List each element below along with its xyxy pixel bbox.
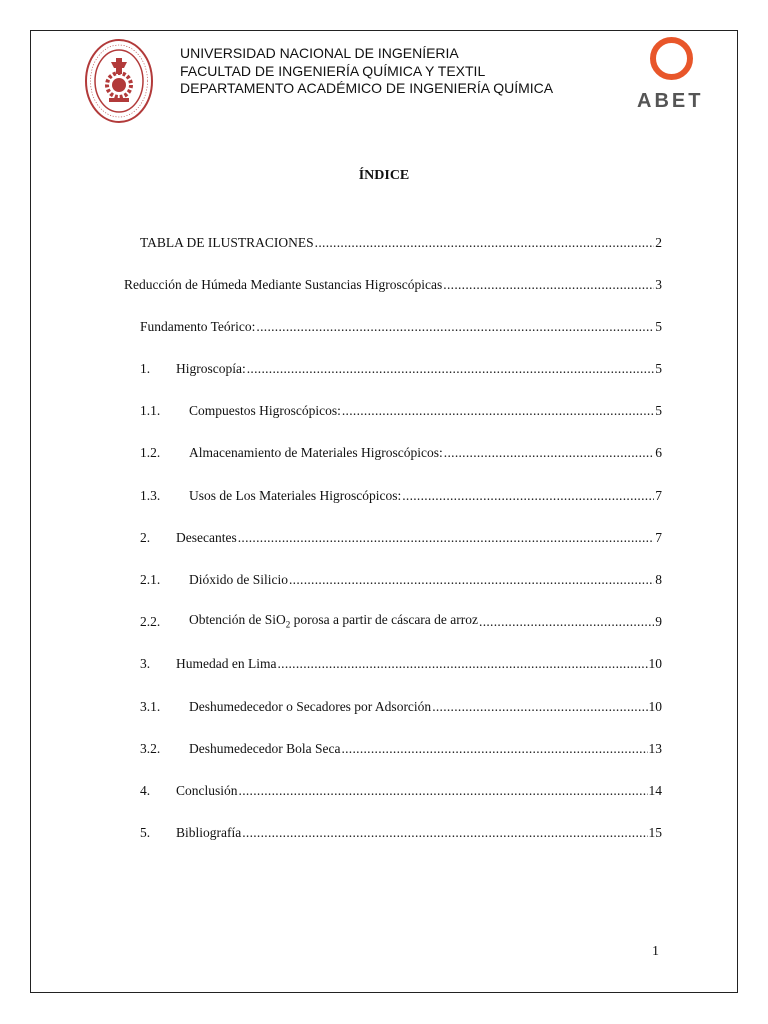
toc-entry[interactable] xyxy=(140,570,662,588)
toc-entry[interactable] xyxy=(140,486,662,504)
toc-entry-label: Dióxido de Silicio xyxy=(189,572,288,587)
toc-entry-leader-dots xyxy=(277,656,647,672)
toc-entry[interactable] xyxy=(140,443,662,461)
toc-entry-number: 3.2. xyxy=(140,741,161,756)
toc-entry-label: Higroscopía: xyxy=(176,361,246,376)
page-number: 1 xyxy=(652,944,659,959)
toc-entry-page: 10 xyxy=(648,656,662,671)
abet-ring-icon xyxy=(650,37,693,80)
toc-entry-leader-dots xyxy=(443,277,654,293)
toc-entry-number: 1.2. xyxy=(140,445,161,460)
toc-entry-leader-dots xyxy=(432,699,647,715)
university-name: UNIVERSIDAD NACIONAL DE INGENÍERIA xyxy=(180,45,459,61)
toc-entry-label: Compuestos Higroscópicos: xyxy=(189,403,341,418)
toc-entry-label-subscript: 2 xyxy=(285,620,291,630)
toc-entry-leader-dots xyxy=(402,488,654,504)
toc-entry-number: 2. xyxy=(140,530,151,545)
toc-entry-leader-dots xyxy=(315,235,655,251)
toc-entry-page: 15 xyxy=(648,825,662,840)
toc-entry-page: 5 xyxy=(655,319,662,334)
toc-entry-leader-dots xyxy=(341,741,647,757)
toc-entry-label: Fundamento Teórico: xyxy=(140,319,256,334)
faculty-name: FACULTAD DE INGENIERÍA QUÍMICA Y TEXTIL xyxy=(180,62,486,79)
toc-entry-leader-dots xyxy=(256,319,654,335)
toc-entry-number: 3. xyxy=(140,656,151,671)
toc-entry-number: 2.2. xyxy=(140,614,161,629)
toc-entry-page: 5 xyxy=(655,403,662,418)
toc-entry[interactable] xyxy=(140,401,662,419)
toc-entry-label: Humedad en Lima xyxy=(176,656,277,671)
page-title: ÍNDICE xyxy=(358,168,410,183)
toc-entry-page: 5 xyxy=(655,361,662,376)
toc-entry-leader-dots xyxy=(342,403,654,419)
toc-entry-number: 4. xyxy=(140,783,151,798)
toc-entry-leader-dots xyxy=(247,361,655,377)
toc-entry-leader-dots xyxy=(444,445,654,461)
toc-entry[interactable] xyxy=(140,233,662,251)
toc-entry-label: Desecantes xyxy=(176,530,237,545)
toc-entry-page: 10 xyxy=(648,699,662,714)
toc-entry-label: Reducción de Húmeda Mediante Sustancias Higroscópicas xyxy=(124,277,443,292)
toc-entry-page: 9 xyxy=(655,614,662,629)
toc-entry-label: Almacenamiento de Materiales Higroscópicos: xyxy=(189,445,443,460)
toc-entry-label: TABLA DE ILUSTRACIONES xyxy=(140,235,314,250)
toc-entry-page: 2 xyxy=(655,235,662,250)
toc-entry-label: Usos de Los Materiales Higroscópicos: xyxy=(189,488,402,503)
toc-entry-label-part: porosa a partir de cáscara de arroz xyxy=(290,612,479,628)
institution-header xyxy=(180,45,553,98)
toc-entry-number: 1. xyxy=(140,361,151,376)
toc-entry[interactable] xyxy=(140,781,662,799)
toc-entry-leader-dots xyxy=(242,825,647,841)
toc-entry[interactable] xyxy=(140,697,662,715)
university-seal-logo xyxy=(84,38,154,124)
toc-entry-page: 3 xyxy=(655,277,662,292)
toc-entry-number: 5. xyxy=(140,825,151,840)
toc-entry[interactable] xyxy=(140,739,662,757)
toc-entry-page: 8 xyxy=(655,572,662,587)
toc-entry-number: 2.1. xyxy=(140,572,161,587)
toc-entry-leader-dots xyxy=(239,783,648,799)
toc-entry-number: 1.1. xyxy=(140,403,161,418)
toc-entry[interactable] xyxy=(140,359,662,377)
toc-entry-label: Deshumedecedor o Secadores por Adsorción xyxy=(189,699,432,714)
toc-entry-label: Conclusión xyxy=(176,783,238,798)
toc-entry-page: 13 xyxy=(648,741,662,756)
toc-entry-label: Deshumedecedor Bola Seca xyxy=(189,741,341,756)
toc-entry-label-part: Obtención de SiO xyxy=(189,612,286,628)
toc-entry-page: 6 xyxy=(655,445,662,460)
toc-entry[interactable] xyxy=(140,317,662,335)
abet-logo xyxy=(632,37,712,119)
toc-entry[interactable] xyxy=(140,612,662,630)
toc-entry[interactable] xyxy=(140,823,662,841)
toc-entry-leader-dots xyxy=(289,572,654,588)
toc-entry-page: 7 xyxy=(655,530,662,545)
toc-entry[interactable] xyxy=(124,275,662,293)
toc-entry-number: 1.3. xyxy=(140,488,161,503)
toc-entry-page: 7 xyxy=(655,488,662,503)
toc-entry-leader-dots xyxy=(479,614,654,630)
toc-entry-number: 3.1. xyxy=(140,699,161,714)
toc-entry-page: 14 xyxy=(648,783,662,798)
toc-entry[interactable] xyxy=(140,528,662,546)
department-name: DEPARTAMENTO ACADÉMICO DE INGENIERÍA QUÍMICA xyxy=(180,80,554,96)
toc-entry-label xyxy=(189,612,478,630)
toc-entry-leader-dots xyxy=(238,530,655,546)
toc-entry-label: Bibliografía xyxy=(176,825,242,840)
abet-logo-text: ABET xyxy=(637,90,704,112)
toc-entry[interactable] xyxy=(140,654,662,672)
